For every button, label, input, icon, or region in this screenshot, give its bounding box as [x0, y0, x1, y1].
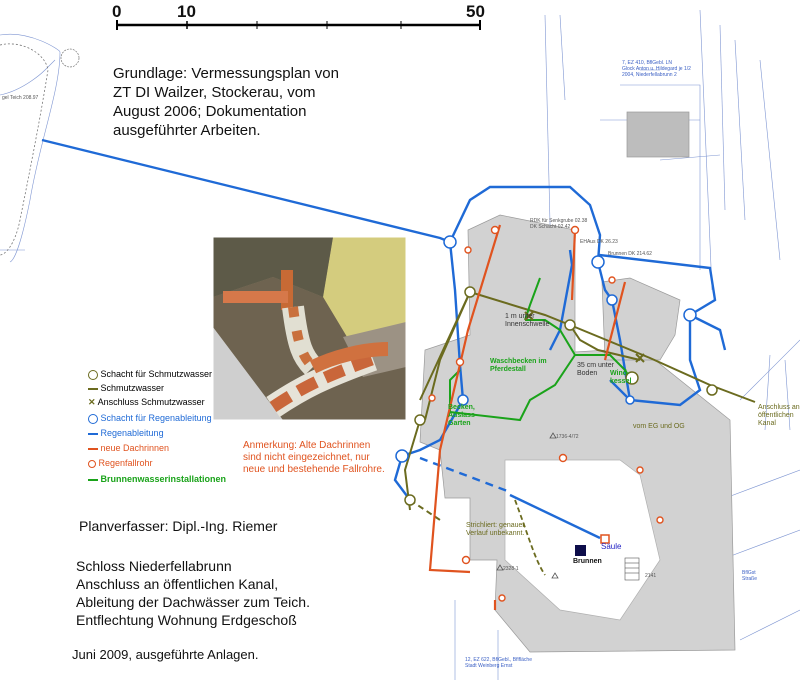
neighbor-building [627, 112, 689, 157]
scale-label-0: 0 [112, 2, 122, 21]
label-saeule: Säule [601, 542, 622, 551]
survey-eh-dk: EHAus DK 26.23 [580, 239, 618, 245]
east-wing [602, 278, 680, 360]
label-boden: 35 cm unter Boden [577, 362, 614, 377]
legend-dash-icon [88, 388, 98, 390]
planner-text: Planverfasser: Dipl.-Ing. Riemer [79, 518, 278, 534]
survey-right-road: BflGst Straße [742, 570, 758, 582]
survey-parcel-2: 2328-1 [503, 566, 519, 572]
tree-symbol [61, 49, 79, 67]
site-photo-drawing [213, 237, 406, 420]
legend-item-sewer: Schmutzwasser [88, 383, 164, 393]
label-becken: Becken, Auslass Garten [448, 404, 475, 427]
survey-bottom: 12, EZ 622, BflGebl., Bflfläche Stadt Weinberg Ernst [465, 657, 532, 669]
date-text: Juni 2009, ausgeführte Anlagen. [72, 647, 259, 662]
legend-item-rain-manhole: Schacht für Regenableitung [88, 413, 212, 424]
label-kanal: Anschluss an öffentlichen Kanal [758, 404, 800, 427]
note-text: Anmerkung: Alte Dachrinnen sind nicht eingezeichnet, nur neue und bestehende Fallrohre. [243, 440, 385, 475]
survey-parcel-1: 1736-4/72 [556, 434, 579, 440]
legend-item-well-water: Brunnenwasserinstallationen [88, 474, 226, 484]
survey-rdk: RDK für Senkgrube 02.38 DK Schacht 02.42 [530, 218, 588, 230]
survey-top-right: 7, EZ 410, BflGebl. LN Glock Anton u. Hildegard je 1/2 2004, Niederfellabrunn 2 [622, 60, 691, 78]
scale-label-10: 10 [177, 2, 196, 21]
scale-bar [117, 20, 480, 30]
legend-cross-icon: ✕ [88, 397, 96, 407]
survey-teich: gel Teich 208.97 [2, 95, 39, 101]
label-strichliert: Strichliert: genauer Verlauf unbekannt. [466, 522, 525, 537]
label-eg-og: vom EG und OG [633, 423, 685, 430]
legend-dash-icon [88, 433, 98, 435]
label-brunnen: Brunnen [573, 558, 602, 565]
legend-item-downpipe: Regenfallrohr [88, 458, 153, 468]
label-windkessel: Wind- kessel [610, 370, 632, 385]
survey-2141: 2141 [645, 573, 657, 579]
legend-dash-icon [88, 448, 98, 450]
basis-text: Grundlage: Vermessungsplan von ZT DI Wailzer, Stockerau, vom August 2006; Dokumentation ausgeführter Arbeiten. [113, 65, 339, 139]
site-photo [213, 237, 406, 420]
label-waschbecken: Waschbecken im Pferdestall [490, 358, 547, 373]
well-symbol [575, 545, 586, 556]
scale-label-50: 50 [466, 2, 485, 21]
legend-dash-icon [88, 479, 98, 481]
legend-item-gutter: neue Dachrinnen [88, 443, 169, 453]
legend-item-sewer-manhole: Schacht für Schmutzwasser [88, 369, 212, 380]
survey-brunnen-dk: Brunnen DK 214.62 [608, 251, 652, 257]
label-innen: 1 m unter Innenschwelle [505, 313, 550, 328]
legend-circle-icon [88, 414, 98, 424]
stairs-symbol [625, 558, 639, 580]
project-text: Schloss Niederfellabrunn Anschluss an öffentlichen Kanal, Ableitung der Dachwässer zum Teich. Entflechtung Wohnung Erdgeschoß [76, 558, 310, 628]
legend-circle-icon [88, 370, 98, 380]
legend-item-sewer-connection: ✕ Anschluss Schmutzwasser [88, 397, 205, 407]
legend-circle-icon [88, 460, 96, 468]
legend-item-rain: Regenableitung [88, 428, 164, 438]
